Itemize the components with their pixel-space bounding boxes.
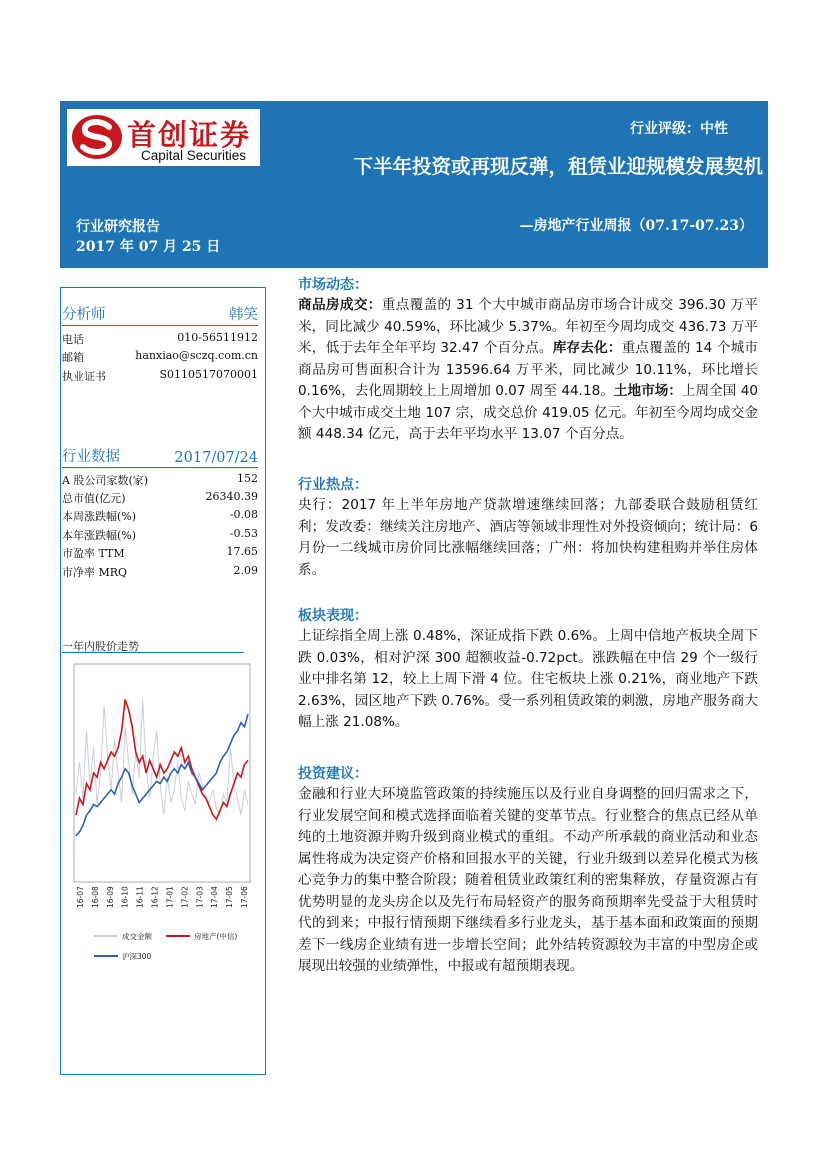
industry-data-header	[62, 447, 258, 468]
section-heading: 市场动态：	[298, 277, 368, 293]
section-paragraph	[298, 626, 758, 734]
section-paragraph	[298, 784, 758, 978]
paragraph-text: 上证综指全周上涨 0.48%，深证成指下跌 0.6%。上周中信地产板块全周下跌 0.03%，相对沪深 300 超额收益-0.72pct。涨跌幅在中信 29 个一级行业中排名第 12，较上上周下滑 4 位。住宅板块上涨 0.21%，商业地产下跌 2.63%，园区地产下跌 0.76%。受一系列租赁政策的刺激，房地产服务商大幅上涨 21.08%。	[298, 628, 758, 730]
x-tick-label: 17-02	[180, 886, 190, 908]
report-type: 行业研究报告	[76, 219, 160, 235]
industry-data-row: 总市值(亿元) 26340.39	[62, 490, 258, 505]
analyst-row: 电话 010-56511912	[62, 331, 258, 346]
section-paragraph	[298, 295, 758, 446]
industry-data-row: 市净率 MRQ 2.09	[62, 564, 258, 579]
x-tick-label: 17-06	[240, 886, 249, 908]
industry-rating: 行业评级：中性	[630, 121, 728, 137]
chart-title: 一年内股价走势	[62, 640, 139, 653]
report-title: 下半年投资或再现反弹，租赁业迎规模发展契机	[353, 155, 763, 178]
paragraph-bold-label: 库存去化：	[552, 340, 622, 356]
x-tick-label: 16-11	[135, 886, 145, 908]
paragraph-bold-label: 土地市场：	[613, 383, 682, 399]
paragraph-bold-label: 商品房成交：	[298, 297, 382, 313]
analyst-name: 韩笑	[229, 307, 258, 323]
x-tick-label: 16-08	[90, 886, 100, 908]
x-tick-label: 17-05	[225, 886, 235, 908]
chart-rule	[62, 652, 244, 653]
paragraph-text: 央行：2017 年上半年房地产贷款增速继续回落；九部委联合鼓励租赁红利；发改委：继续关注房地产、酒店等领域非理性对外投资倾向；统计局：6 月份一二线城市房价同比涨幅继续回落；广州：将加快构建租购并举住房体系。	[298, 497, 758, 578]
stock-chart	[66, 660, 256, 970]
logo-en: Capital Securities	[141, 148, 247, 163]
x-tick-label: 16-09	[105, 886, 115, 908]
legend-label: 沪深300	[122, 952, 152, 961]
paragraph-text: 金融和行业大环境监管政策的持续施压以及行业自身调整的回归需求之下，行业发展空间和模式选择面临着关键的变革节点。行业整合的焦点已经从单纯的土地资源并购升级到商业模式的重组。不动产所承载的商业活动和业态属性将成为决定资产价格和回报水平的关键，行业升级到以差异化模式为核心竞争力的集中整合阶段；随着租赁业政策红利的密集释放，存量资源占有优势明显的龙头房企以及先行布局轻资产的服务商预期率先受益于大租赁时代的到来；中报行情预期下继续看多行业龙头，基于基本面和政策面的预期差下一线房企业绩有进一步增长空间；此外结转资源较为丰富的中型房企或展现出较强的业绩弹性，中报或有超预期表现。	[298, 786, 758, 974]
industry-data-date: 2017/07/24	[174, 450, 258, 466]
x-tick-label: 16-12	[150, 886, 160, 908]
analyst-row: 邮箱 hanxiao@sczq.com.cn	[62, 349, 258, 364]
logo-cn: 首创证券	[127, 118, 252, 152]
analyst-header	[62, 305, 258, 326]
paragraph-text: 上周全国 40 个大中城市成交土地 107 宗，成交总价 419.05 亿元。年初至今周均成交金额 448.34 亿元，高于去年平均水平 13.07 个百分点。	[298, 383, 758, 442]
industry-data-label: 行业数据	[62, 449, 120, 465]
section-heading: 投资建议：	[298, 766, 368, 782]
report-date: 2017 年 07 月 25 日	[76, 239, 221, 255]
industry-data-row: 本周涨跌幅(%) -0.08	[62, 508, 258, 523]
logo-s-icon	[71, 113, 123, 161]
section-heading: 板块表现：	[298, 608, 368, 624]
industry-data-row: A 股公司家数(家) 152	[62, 472, 258, 487]
x-tick-label: 17-03	[195, 886, 205, 908]
analyst-label: 分析师	[62, 307, 106, 323]
paragraph-text: 重点覆盖的 31 个大中城市商品房市场合计成交 396.30 万平米，同比减少 40.59%，环比减少 5.37%。年初至今周均成交 436.73 万平米，低于去年全年平均 32.47 个百分点。	[298, 297, 758, 356]
x-tick-label: 17-01	[165, 886, 175, 908]
x-tick-label: 16-10	[120, 886, 130, 908]
industry-data-row: 本年涨跌幅(%) -0.53	[62, 527, 258, 542]
section-paragraph	[298, 495, 758, 581]
section-heading: 行业热点：	[298, 477, 368, 493]
report-subtitle: —房地产行业周报（07.17-07.23）	[519, 218, 753, 234]
industry-data-row: 市盈率 TTM 17.65	[62, 545, 258, 560]
x-tick-label: 17-04	[210, 886, 220, 908]
legend-label: 房地产(中信)	[194, 932, 238, 941]
paragraph-text: 重点覆盖的 14 个城市商品房可售面积合计为 13596.64 万平米，同比减少 10.11%，环比增长 0.16%，去化周期较上上周增加 0.07 周至 44.18。	[298, 340, 758, 399]
analyst-row: 执业证书 S0110517070001	[62, 368, 258, 383]
company-logo	[67, 109, 260, 166]
x-tick-label: 16-07	[76, 886, 85, 908]
legend-label: 成交金额	[122, 932, 152, 941]
